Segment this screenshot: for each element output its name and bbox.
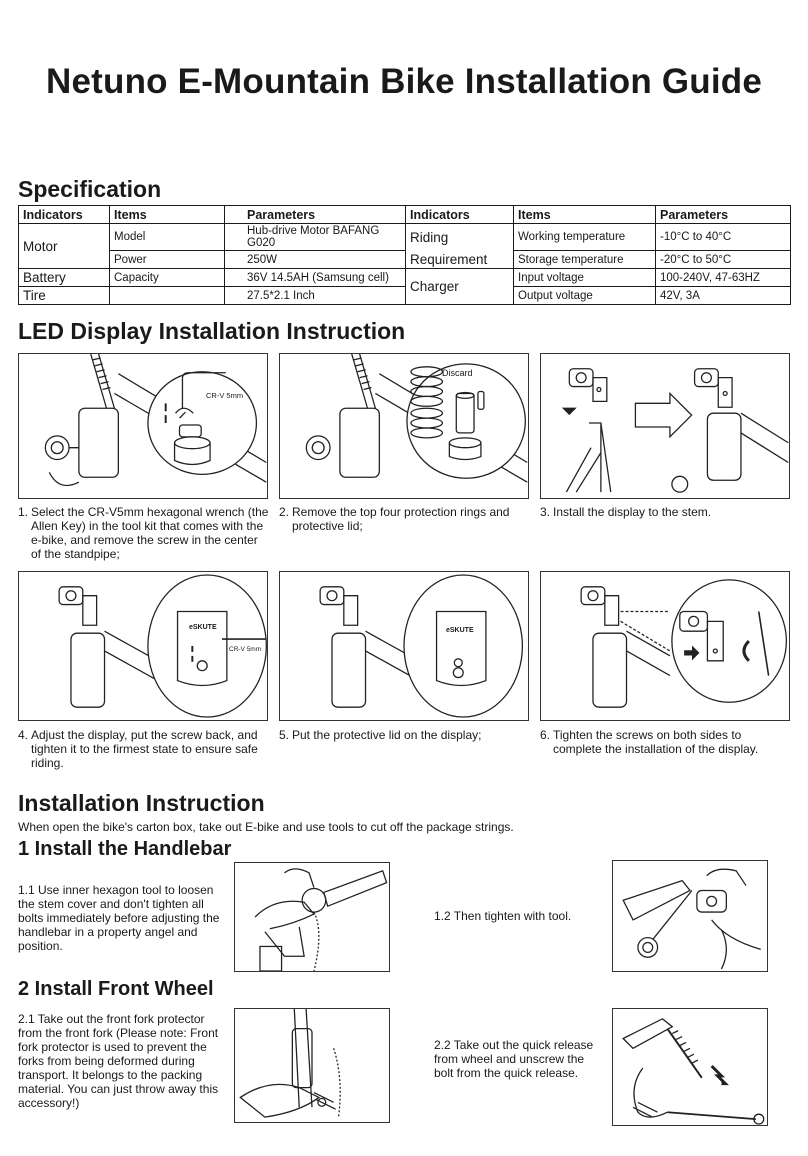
tire-value: 27.5*2.1 Inch: [225, 287, 406, 305]
model-item: Model: [110, 224, 225, 251]
handlebar-heading: 1 Install the Handlebar: [18, 838, 232, 860]
table-row: [19, 287, 791, 305]
led-step6-caption: [540, 728, 792, 756]
tire-cell: Tire: [19, 287, 110, 305]
header-items-right: Items: [514, 206, 656, 224]
installation-intro: When open the bike's carton box, take out E-bike and use tools to cut off the package strings.: [18, 820, 514, 834]
table-header-row: [19, 206, 791, 224]
working-item: Working temperature: [514, 224, 656, 251]
front-wheel-step1: 2.1 Take out the front fork protector from the front fork (Please note: Front fork protector is used to prevent the forks from being deformed during transport. It belongs to the packing material. You can just throw away this accessory!): [18, 1012, 219, 1110]
storage-item: Storage temperature: [514, 251, 656, 269]
step-text: Tighten the screws on both sides to complete the installation of the display.: [553, 728, 759, 756]
table-row: [19, 251, 791, 269]
handlebar-step2: 1.2 Then tighten with tool.: [434, 909, 572, 923]
front-wheel-step1-illustration: [234, 1008, 390, 1123]
led-heading: LED Display Installation Instruction: [18, 318, 406, 344]
led-step1-illustration: [18, 353, 268, 499]
brand-label: eSKUTE: [446, 627, 474, 634]
power-item: Power: [110, 251, 225, 269]
handlebar-step2-illustration: [612, 860, 768, 972]
led-step6-illustration: [540, 571, 790, 721]
led-step2-caption: [279, 505, 531, 533]
header-parameters-right: Parameters: [656, 206, 791, 224]
step-text: Remove the top four protection rings and protective lid;: [292, 505, 510, 533]
led-step5-illustration: [279, 571, 529, 721]
led-step3-caption: [540, 505, 792, 519]
working-value: -10°C to 40°C: [656, 224, 791, 251]
step-number: 2.: [279, 505, 290, 519]
step-text: Select the CR-V5mm hexagonal wrench (the Allen Key) in the tool kit that comes with the e-bike, and remove the screw in the center of the standpipe;: [31, 505, 269, 561]
requirement-cell: Requirement: [406, 251, 514, 269]
led-step4-illustration: [18, 571, 268, 721]
header-items: Items: [110, 206, 225, 224]
crv-label: CR-V 5mm: [229, 646, 262, 653]
brand-label: eSKUTE: [189, 624, 217, 631]
step-number: 4.: [18, 728, 29, 742]
header-parameters: Parameters: [225, 206, 406, 224]
handlebar-step1: 1.1 Use inner hexagon tool to loosen the stem cover and don't tighten all bolts immediately before adjusting the handlebar in a property angel and position.: [18, 883, 220, 953]
capacity-item: Capacity: [110, 269, 225, 287]
step-text: Adjust the display, put the screw back, and tighten it to the firmest state to ensure safe riding.: [31, 728, 258, 770]
tire-item-empty: [110, 287, 225, 305]
front-wheel-step2-illustration: [612, 1008, 768, 1126]
charger-cell: Charger: [406, 269, 514, 305]
step-number: 5.: [279, 728, 290, 742]
step-number: 3.: [540, 505, 551, 519]
input-item: Input voltage: [514, 269, 656, 287]
storage-value: -20°C to 50°C: [656, 251, 791, 269]
led-step1-caption: [18, 505, 270, 561]
led-step4-caption: [18, 728, 270, 770]
power-value: 250W: [225, 251, 406, 269]
battery-cell: Battery: [19, 269, 110, 287]
header-indicators-right: Indicators: [406, 206, 514, 224]
led-step5-caption: [279, 728, 531, 742]
input-value: 100-240V, 47-63HZ: [656, 269, 791, 287]
page-title: Netuno E-Mountain Bike Installation Guide: [46, 62, 762, 101]
specification-heading: Specification: [18, 176, 162, 202]
output-item: Output voltage: [514, 287, 656, 305]
step-number: 6.: [540, 728, 551, 742]
model-value: Hub-drive Motor BAFANG G020: [225, 224, 406, 251]
motor-cell: Motor: [19, 224, 110, 269]
front-wheel-heading: 2 Install Front Wheel: [18, 978, 214, 1000]
table-row: [19, 269, 791, 287]
table-row: [19, 224, 791, 251]
led-step3-illustration: [540, 353, 790, 499]
step-number: 1.: [18, 505, 29, 519]
output-value: 42V, 3A: [656, 287, 791, 305]
handlebar-step1-illustration: [234, 862, 390, 972]
discard-label: Discard: [442, 368, 473, 378]
crv-label: CR-V 5mm: [206, 391, 244, 400]
installation-heading: Installation Instruction: [18, 790, 265, 816]
led-step2-illustration: [279, 353, 529, 499]
specification-table: [18, 205, 791, 305]
header-indicators: Indicators: [19, 206, 110, 224]
capacity-value: 36V 14.5AH (Samsung cell): [225, 269, 406, 287]
step-text: Install the display to the stem.: [553, 505, 712, 519]
riding-cell: Riding: [406, 224, 514, 251]
front-wheel-step2: 2.2 Take out the quick release from wheel and unscrew the bolt from the quick release.: [434, 1038, 594, 1080]
step-text: Put the protective lid on the display;: [292, 728, 482, 742]
